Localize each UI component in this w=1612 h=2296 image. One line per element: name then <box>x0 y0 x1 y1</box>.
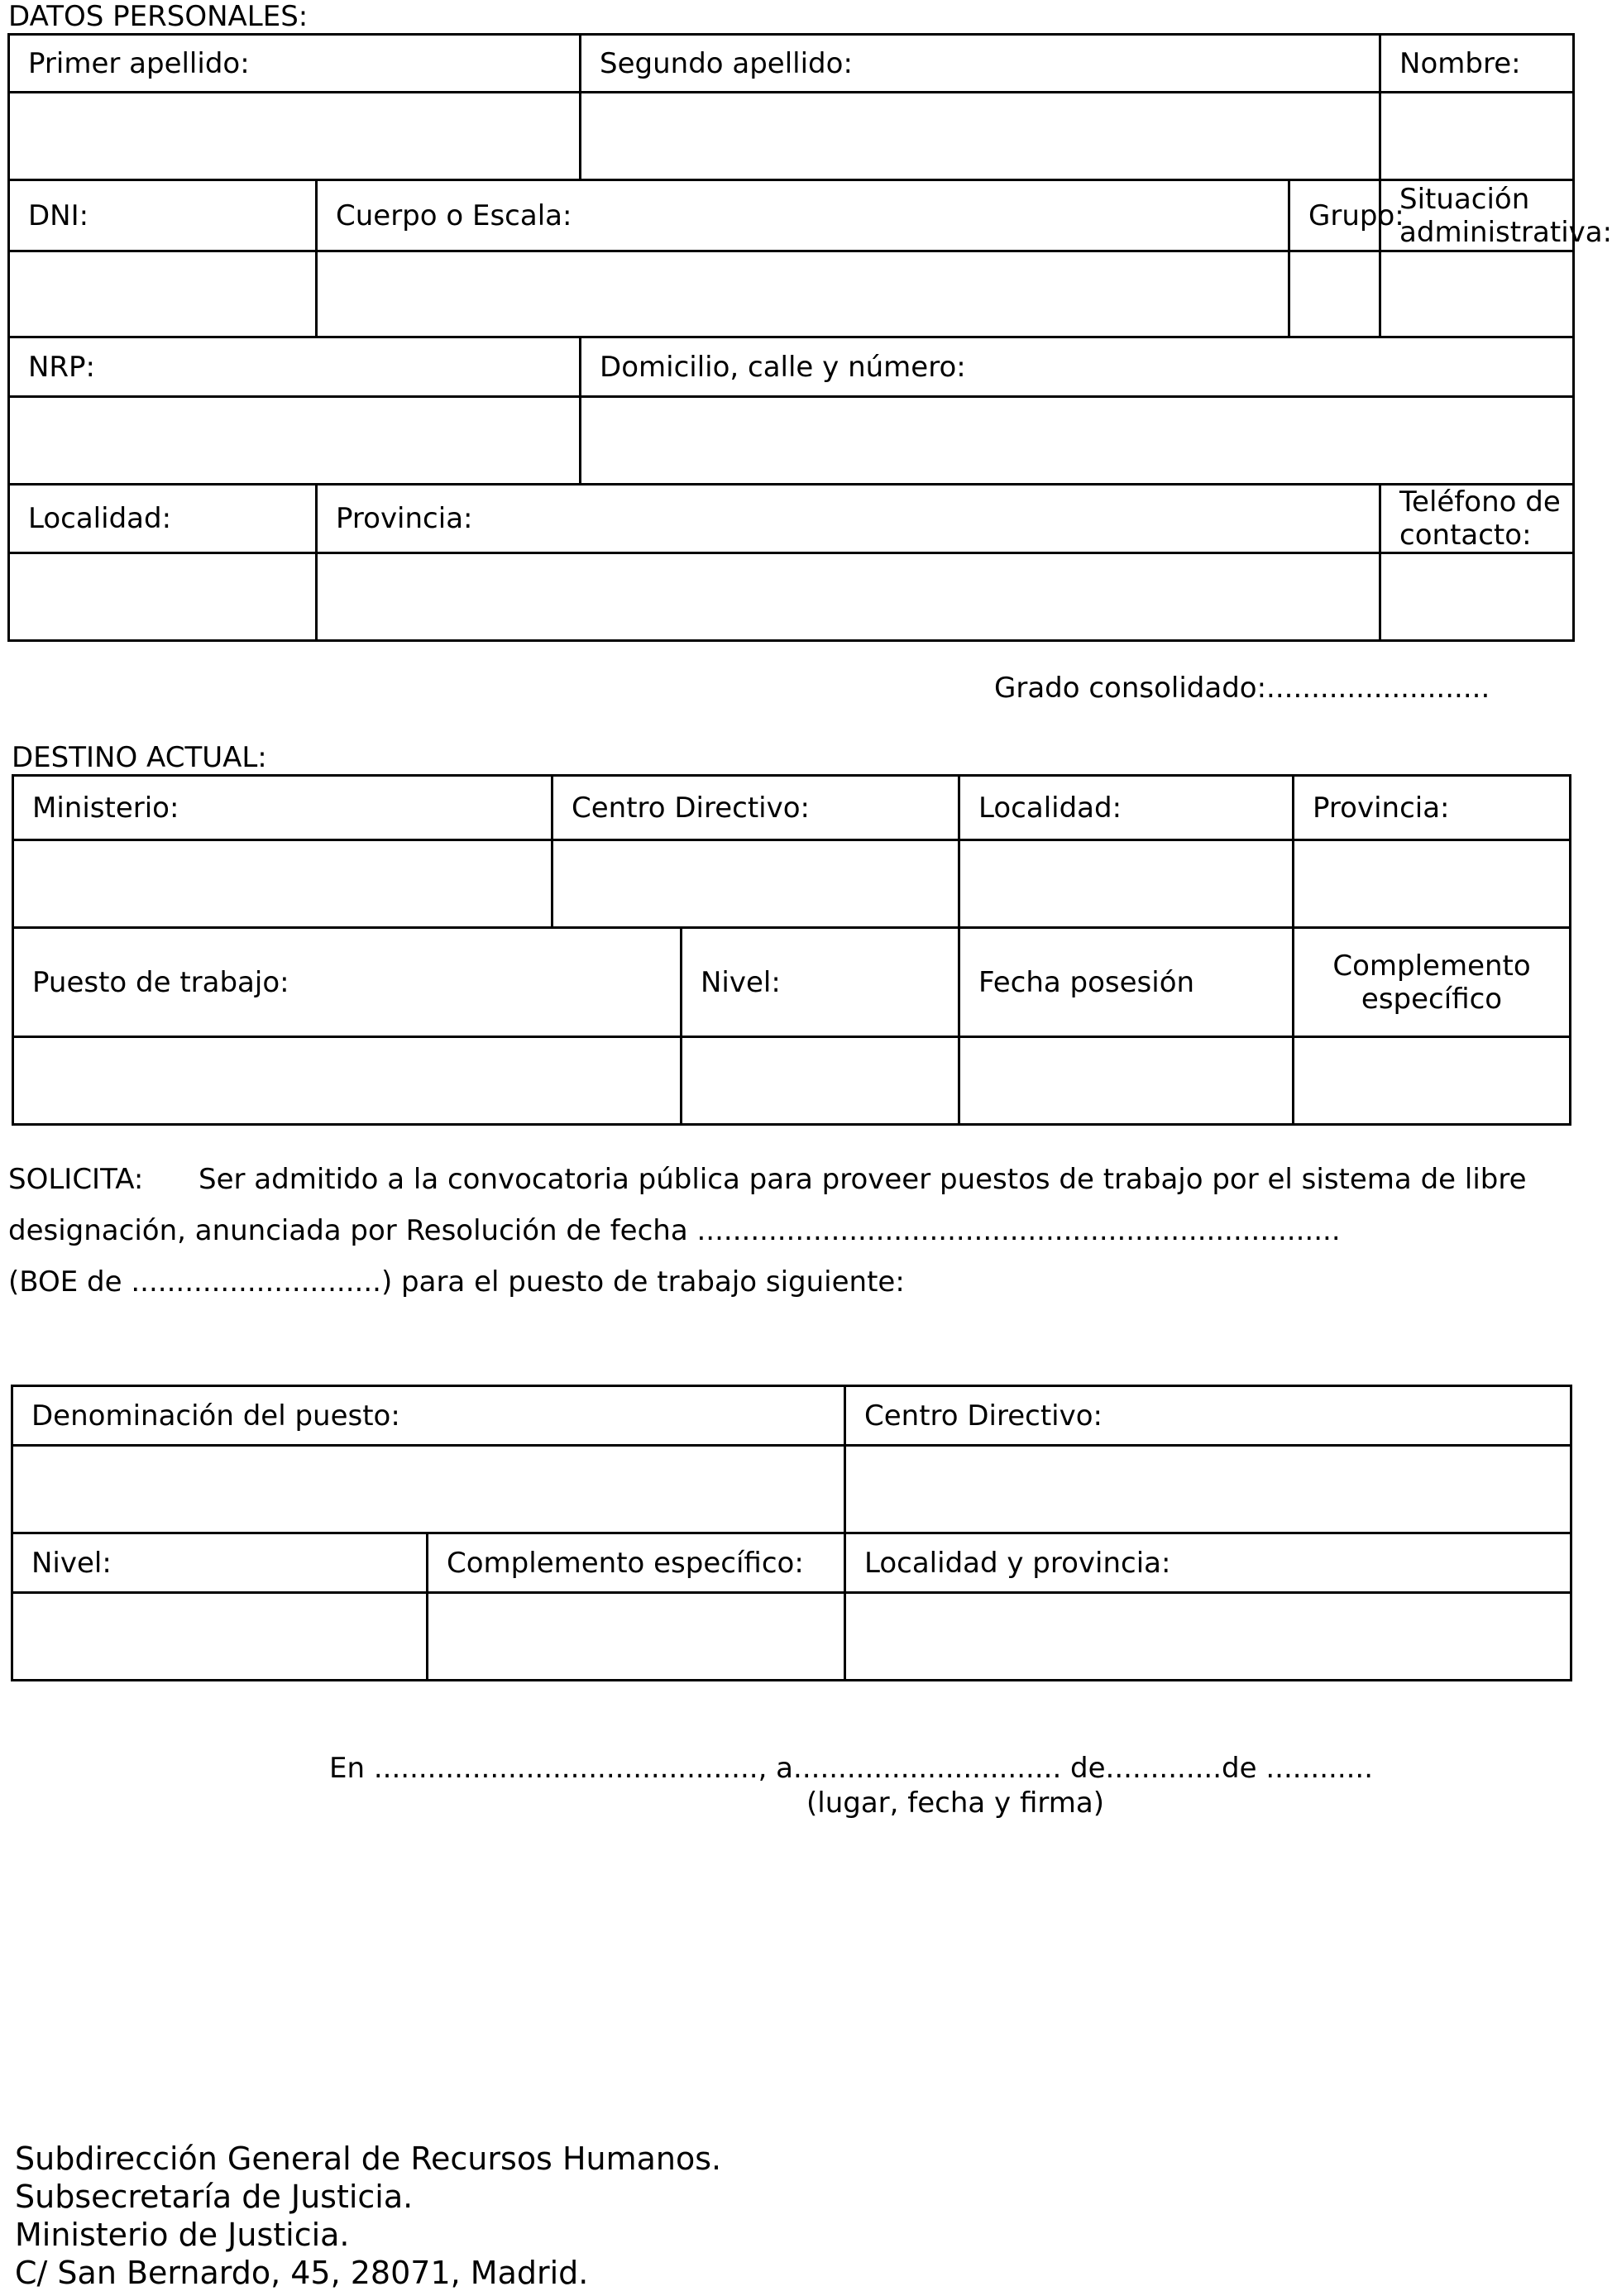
puesto-centro-directivo-field[interactable] <box>845 1446 1571 1533</box>
nrp-label: NRP: <box>9 337 581 397</box>
ministerio-field[interactable] <box>13 840 552 928</box>
firma-line: En ..........................................., a.............................. de.............de ............ <box>329 1752 1374 1785</box>
situacion-administrativa-field[interactable] <box>1380 251 1574 337</box>
complemento-label-line2: específico <box>1361 982 1503 1016</box>
footer-line-1: Subdirección General de Recursos Humanos. <box>15 2141 722 2177</box>
grado-consolidado: Grado consolidado:......................... <box>994 672 1490 705</box>
nivel-label: Nivel: <box>682 928 959 1037</box>
destino-provincia-label: Provincia: <box>1294 776 1571 840</box>
segundo-apellido-field[interactable] <box>581 93 1380 180</box>
primer-apellido-label: Primer apellido: <box>9 35 581 93</box>
denominacion-puesto-label: Denominación del puesto: <box>12 1386 845 1446</box>
dni-label: DNI: <box>9 180 317 251</box>
fecha-posesion-field[interactable] <box>959 1037 1294 1125</box>
telefono-field[interactable] <box>1380 553 1574 641</box>
grupo-label: Grupo: <box>1289 180 1380 251</box>
puesto-complemento-label: Complemento específico: <box>428 1533 845 1593</box>
puesto-trabajo-label: Puesto de trabajo: <box>13 928 682 1037</box>
destino-provincia-field[interactable] <box>1294 840 1571 928</box>
segundo-apellido-label: Segundo apellido: <box>581 35 1380 93</box>
puesto-solicitado-table <box>11 1385 1572 1681</box>
grupo-field[interactable] <box>1289 251 1380 337</box>
centro-directivo-label: Centro Directivo: <box>552 776 959 840</box>
localidad-provincia-label: Localidad y provincia: <box>845 1533 1571 1593</box>
telefono-label: Teléfono de contacto: <box>1380 485 1574 553</box>
fecha-posesion-label: Fecha posesión <box>959 928 1294 1037</box>
destino-actual-table <box>12 774 1571 1126</box>
puesto-nivel-field[interactable] <box>12 1593 428 1681</box>
firma-caption: (lugar, fecha y firma) <box>806 1787 1104 1820</box>
localidad-provincia-field[interactable] <box>845 1593 1571 1681</box>
complemento-especifico-field[interactable] <box>1294 1037 1571 1125</box>
puesto-trabajo-field[interactable] <box>13 1037 682 1125</box>
primer-apellido-field[interactable] <box>9 93 581 180</box>
section-heading-datos-personales: DATOS PERSONALES: <box>8 0 309 33</box>
nombre-label: Nombre: <box>1380 35 1574 93</box>
solicita-line1: Ser admitido a la convocatoria pública para proveer puestos de trabajo por el sistema de libre <box>199 1163 1527 1196</box>
solicita-line3: (BOE de ............................) para el puesto de trabajo siguiente: <box>8 1265 905 1299</box>
cuerpo-escala-field[interactable] <box>317 251 1289 337</box>
destino-localidad-label: Localidad: <box>959 776 1294 840</box>
domicilio-field[interactable] <box>581 397 1574 485</box>
domicilio-label: Domicilio, calle y número: <box>581 337 1574 397</box>
section-heading-destino-actual: DESTINO ACTUAL: <box>12 741 267 774</box>
localidad-field[interactable] <box>9 553 317 641</box>
denominacion-puesto-field[interactable] <box>12 1446 845 1533</box>
footer-line-4: C/ San Bernardo, 45, 28071, Madrid. <box>15 2255 589 2291</box>
footer-line-2: Subsecretaría de Justicia. <box>15 2179 414 2215</box>
situacion-label-line1: Situación <box>1399 182 1530 216</box>
situacion-label-line2: administrativa: <box>1399 215 1612 249</box>
dni-field[interactable] <box>9 251 317 337</box>
solicita-label: SOLICITA: <box>8 1163 144 1196</box>
puesto-complemento-field[interactable] <box>428 1593 845 1681</box>
destino-localidad-field[interactable] <box>959 840 1294 928</box>
datos-personales-table <box>7 33 1612 642</box>
provincia-field[interactable] <box>317 553 1380 641</box>
complemento-especifico-label <box>1294 928 1571 1037</box>
ministerio-label: Ministerio: <box>13 776 552 840</box>
puesto-nivel-label: Nivel: <box>12 1533 428 1593</box>
puesto-centro-directivo-label: Centro Directivo: <box>845 1386 1571 1446</box>
localidad-label: Localidad: <box>9 485 317 553</box>
centro-directivo-field[interactable] <box>552 840 959 928</box>
nombre-field[interactable] <box>1380 93 1574 180</box>
nivel-field[interactable] <box>682 1037 959 1125</box>
situacion-administrativa-label <box>1380 180 1612 251</box>
provincia-label: Provincia: <box>317 485 1380 553</box>
footer-line-3: Ministerio de Justicia. <box>15 2217 350 2253</box>
solicita-line2: designación, anunciada por Resolución de fecha ........................................................................ <box>8 1214 1341 1247</box>
complemento-label-line1: Complemento <box>1332 949 1531 983</box>
nrp-field[interactable] <box>9 397 581 485</box>
cuerpo-escala-label: Cuerpo o Escala: <box>317 180 1289 251</box>
